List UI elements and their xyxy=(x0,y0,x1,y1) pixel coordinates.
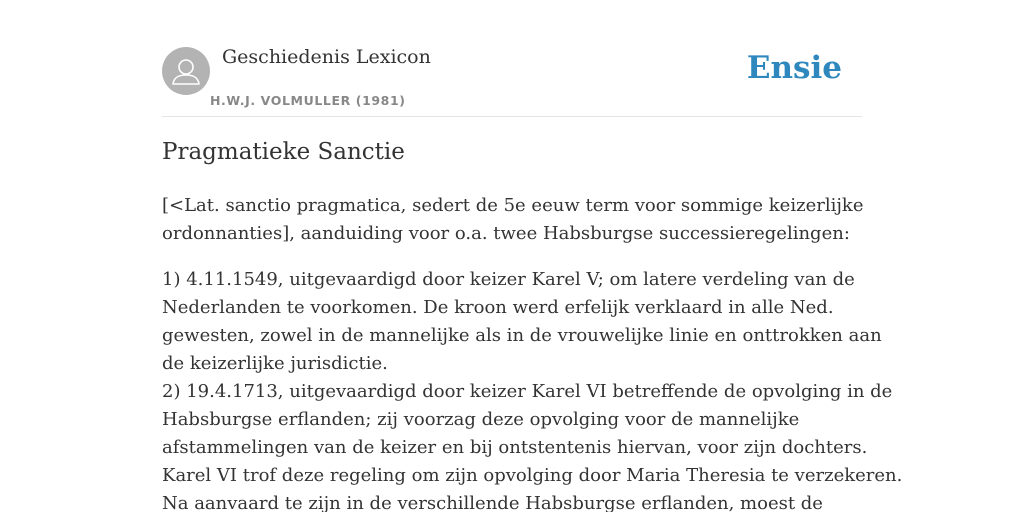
article-title: Pragmatieke Sanctie xyxy=(162,139,405,165)
brand-logo[interactable]: Ensie xyxy=(746,50,842,86)
text-line: 1) 4.11.1549, uitgevaardigd door keizer Karel V; om latere verdeling van de xyxy=(162,269,855,290)
text-line: 2) 19.4.1713, uitgevaardigd door keizer Karel VI betreffende de opvolging in de xyxy=(162,381,893,402)
text-line: de keizerlijke jurisdictie. xyxy=(162,353,388,374)
text-line: Karel VI trof deze regeling om zijn opvolging door Maria Theresia te verzekeren. xyxy=(162,465,903,486)
user-silhouette-icon xyxy=(162,47,210,95)
definitions-paragraph xyxy=(162,266,903,512)
text-line: ordonnanties], aanduiding voor o.a. twee Habsburgse successieregelingen: xyxy=(162,223,850,244)
text-line: Habsburgse erflanden; zij voorzag deze opvolging voor de mannelijke xyxy=(162,409,800,430)
user-avatar-icon[interactable] xyxy=(162,47,210,95)
text-line: Nederlanden te voorkomen. De kroon werd erfelijk verklaard in alle Ned. xyxy=(162,297,834,318)
article-body xyxy=(162,192,903,512)
author-credit[interactable]: H.W.J. VOLMULLER (1981) xyxy=(210,93,406,108)
page-header xyxy=(162,44,862,117)
lexicon-title[interactable]: Geschiedenis Lexicon xyxy=(222,46,431,68)
text-line: [<Lat. sanctio pragmatica, sedert de 5e eeuw term voor sommige keizerlijke xyxy=(162,195,864,216)
text-line: gewesten, zowel in de mannelijke als in de vrouwelijke linie en onttrokken aan xyxy=(162,325,882,346)
text-line: afstammelingen van de keizer en bij ontstentenis hiervan, voor zijn dochters. xyxy=(162,437,868,458)
text-line: Na aanvaard te zijn in de verschillende Habsburgse erflanden, moest de xyxy=(162,493,823,512)
intro-paragraph xyxy=(162,192,862,248)
